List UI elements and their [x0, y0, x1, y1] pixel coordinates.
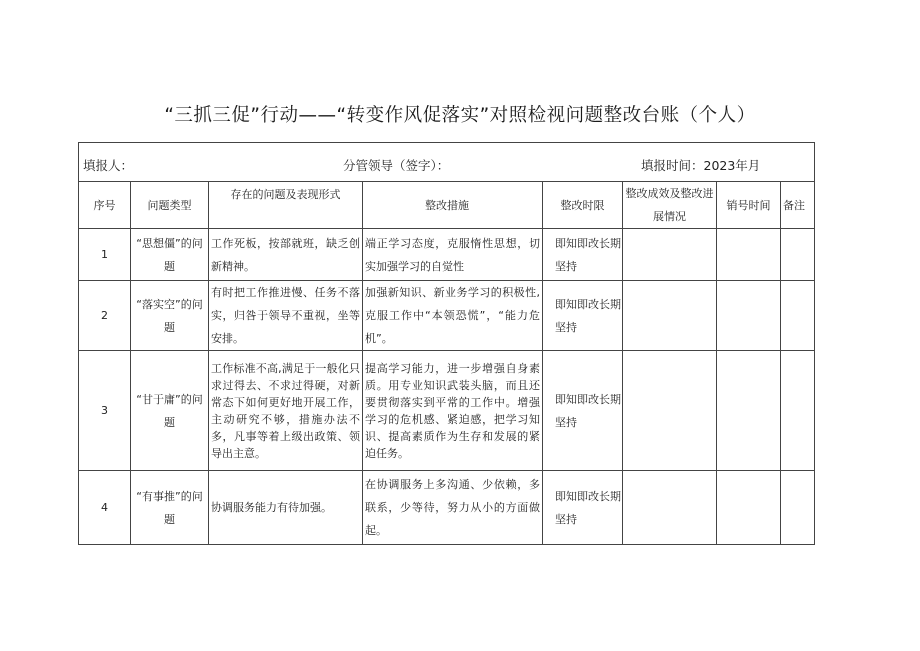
header-issue: 存在的问题及表现形式	[209, 182, 363, 229]
header-deadline: 整改时限	[543, 182, 623, 229]
row-deadline: 即知即改长期坚持	[543, 351, 623, 471]
row-measures: 提高学习能力，进一步增强自身素质。用专业知识武装头脑，而且还要贯彻落实到平常的工作中。增强学习的危机感、紧迫感，把学习知识、提高素质作为生存和发展的紧迫任务。	[363, 351, 543, 471]
row-measures: 在协调服务上多沟通、少依赖，多联系，少等待，努力从小的方面做起。	[363, 471, 543, 545]
row-cancel-time	[717, 471, 781, 545]
row-measures: 加强新知识、新业务学习的积极性,克服工作中“本领恐慌”，“能力危机”。	[363, 281, 543, 351]
row-issue: 有时把工作推进慢、任务不落实，归咎于领导不重视，坐等安排。	[209, 281, 363, 351]
row-issue: 工作死板，按部就班，缺乏创新精神。	[209, 229, 363, 281]
row-seq: 1	[79, 229, 131, 281]
row-deadline: 即知即改长期坚持	[543, 471, 623, 545]
rectification-ledger-table	[78, 142, 815, 545]
row-cancel-time	[717, 229, 781, 281]
row-progress	[623, 471, 717, 545]
row-type: “有事推”的问题	[131, 471, 209, 545]
meta-row	[79, 143, 815, 182]
row-remark	[781, 281, 815, 351]
table-row	[79, 281, 815, 351]
meta-cell	[79, 143, 815, 182]
row-progress	[623, 281, 717, 351]
reporter-label: 填报人：	[83, 158, 134, 173]
row-seq: 3	[79, 351, 131, 471]
row-issue: 工作标准不高,满足于一般化只求过得去、不求过得硬，对新常态下如何更好地开展工作，主动研究不够，措施办法不多，凡事等着上级出政策、领导出主意。	[209, 351, 363, 471]
row-measures: 端正学习态度，克服惰性思想，切实加强学习的自觉性	[363, 229, 543, 281]
row-deadline: 即知即改长期坚持	[543, 229, 623, 281]
header-measures: 整改措施	[363, 182, 543, 229]
header-seq: 序号	[79, 182, 131, 229]
row-remark	[781, 471, 815, 545]
row-type: “落实空”的问题	[131, 281, 209, 351]
row-type: “甘于庸”的问题	[131, 351, 209, 471]
row-cancel-time	[717, 281, 781, 351]
row-remark	[781, 351, 815, 471]
header-type: 问题类型	[131, 182, 209, 229]
row-deadline: 即知即改长期坚持	[543, 281, 623, 351]
supervisor-signature-label: 分管领导（签字）：	[343, 158, 450, 173]
header-remark: 备注	[781, 182, 815, 229]
report-time-label: 填报时间：2023年月	[641, 158, 761, 173]
row-progress	[623, 229, 717, 281]
row-issue: 协调服务能力有待加强。	[209, 471, 363, 545]
row-cancel-time	[717, 351, 781, 471]
row-progress	[623, 351, 717, 471]
row-type: “思想僵”的问题	[131, 229, 209, 281]
row-seq: 4	[79, 471, 131, 545]
header-row	[79, 182, 815, 229]
row-remark	[781, 229, 815, 281]
table-row	[79, 351, 815, 471]
header-cancel-time: 销号时间	[717, 182, 781, 229]
header-progress: 整改成效及整改进展情况	[623, 182, 717, 229]
table-row	[79, 471, 815, 545]
table-row	[79, 229, 815, 281]
page-title: “三抓三促”行动——“转变作风促落实”对照检视问题整改台账（个人）	[164, 105, 756, 126]
row-seq: 2	[79, 281, 131, 351]
